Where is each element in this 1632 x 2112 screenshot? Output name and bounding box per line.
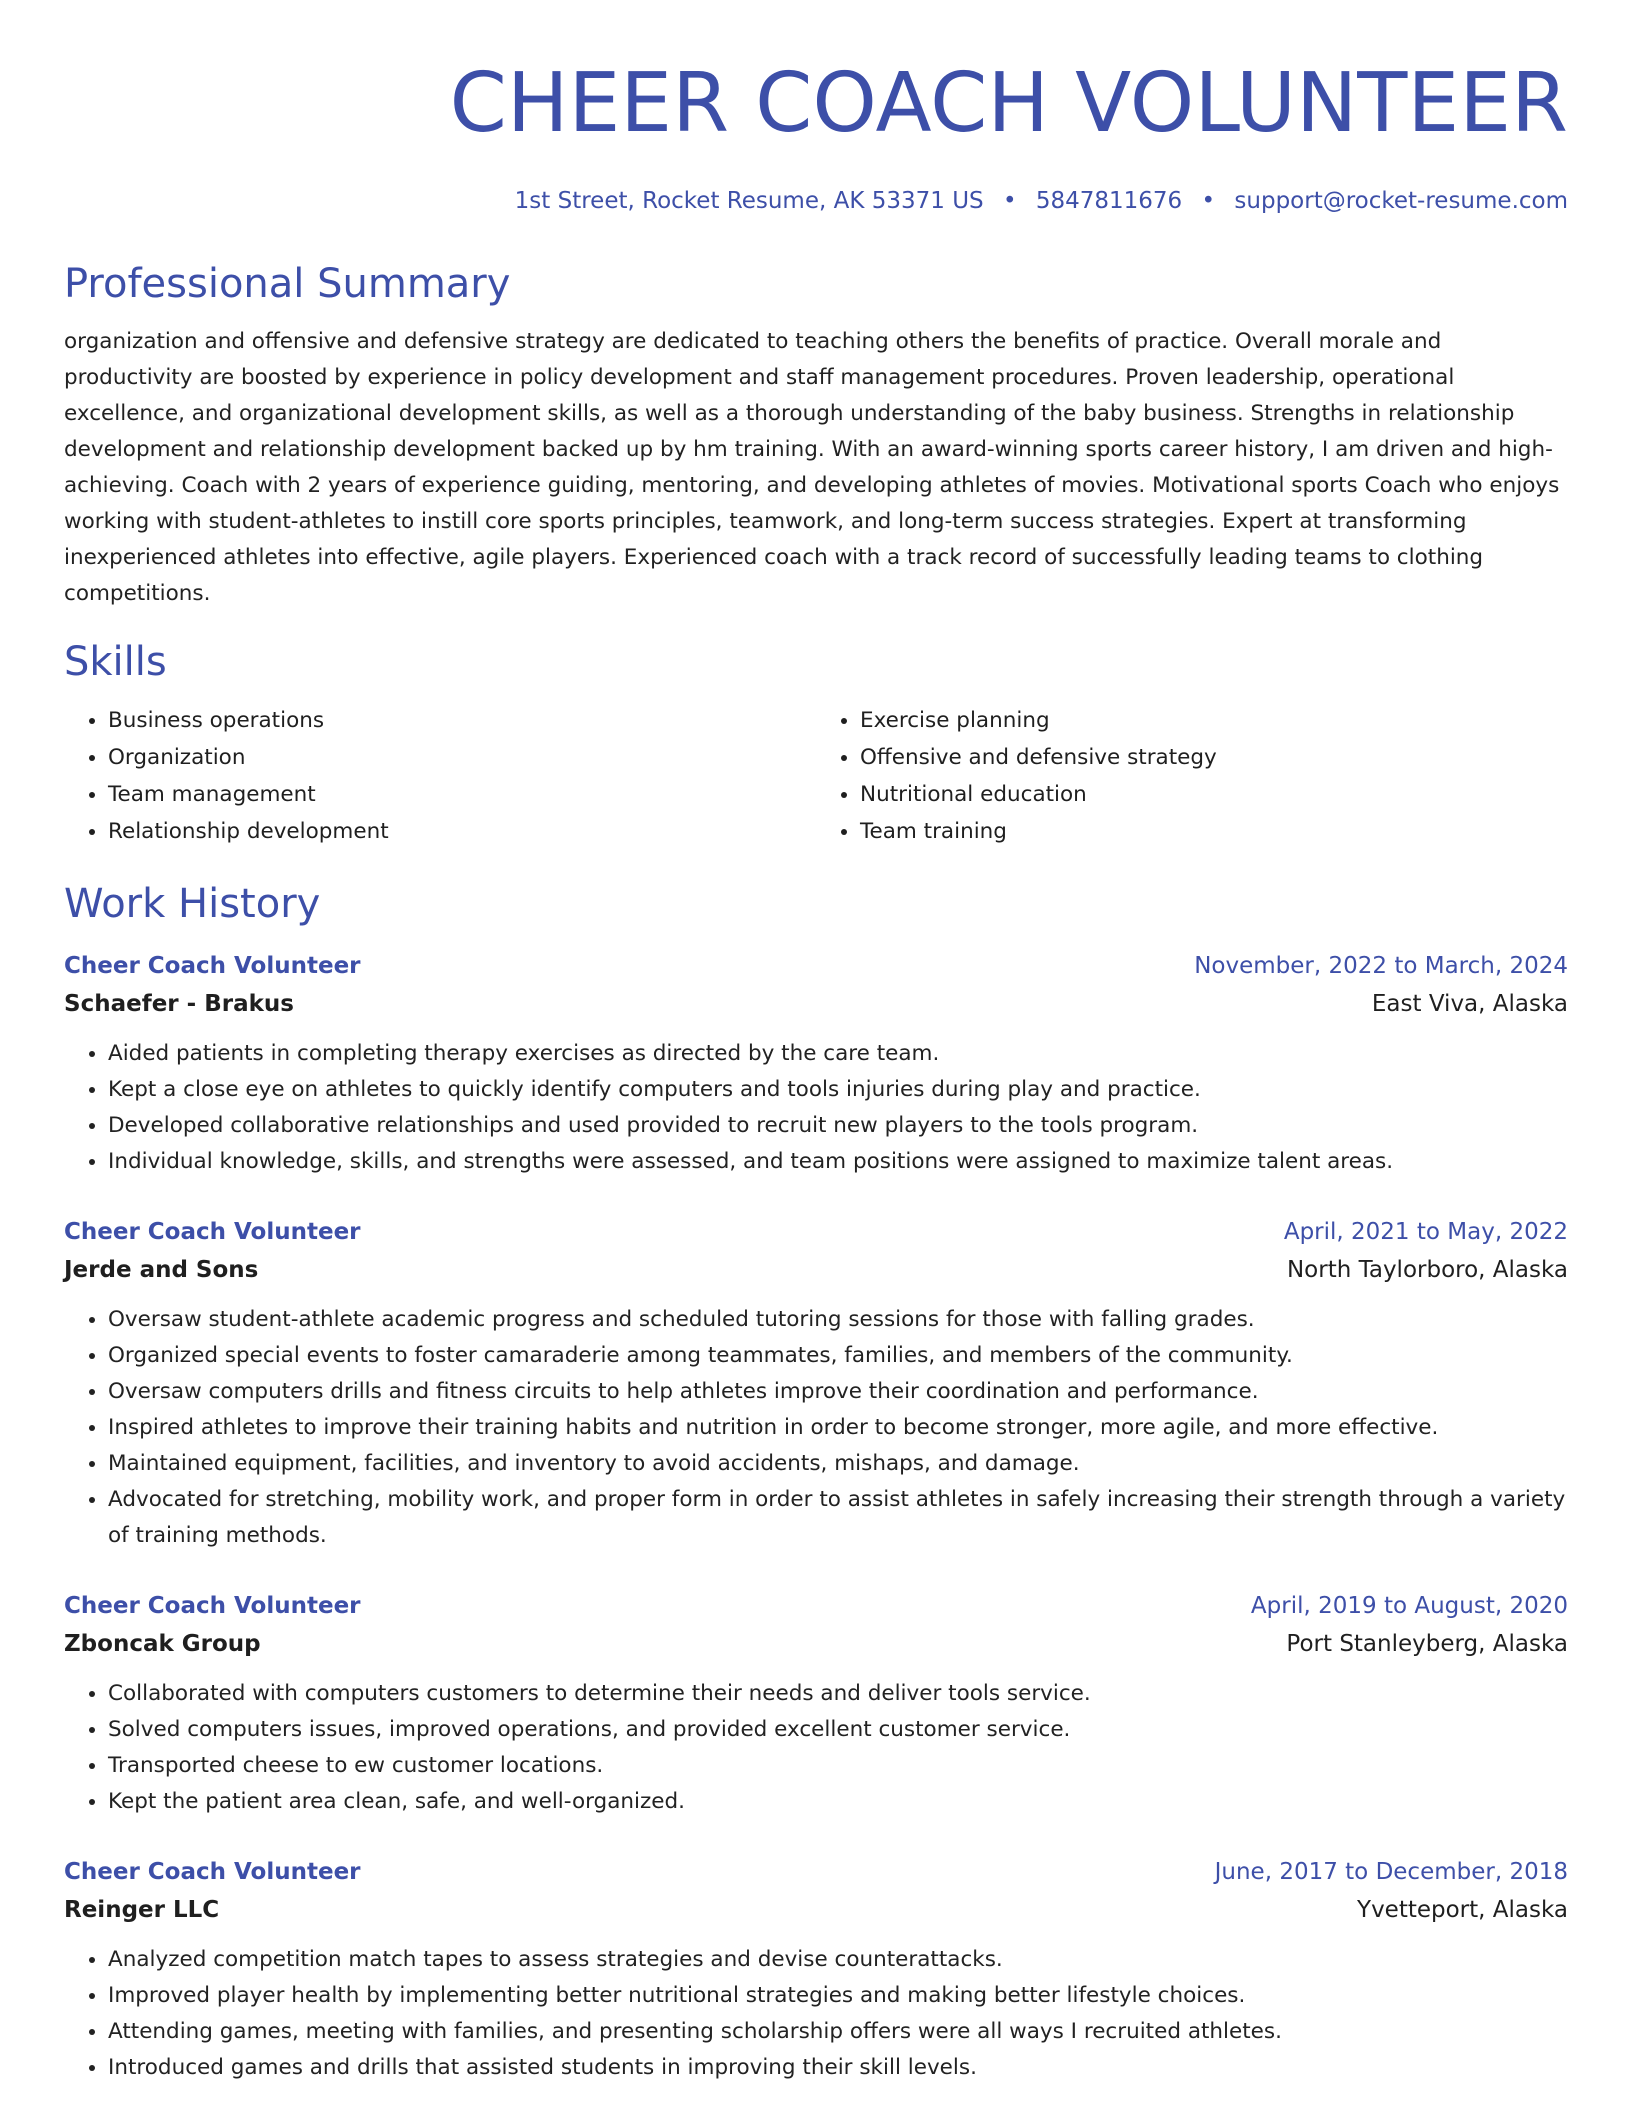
job-company-row (64, 1250, 1568, 1290)
job-location: Port Stanleyberg, Alaska (1286, 1631, 1568, 1657)
contact-line (64, 186, 1568, 216)
job-location: Yvetteport, Alaska (1357, 1897, 1568, 1923)
job-entry (64, 948, 1568, 1180)
job-bullet: • Attending games, meeting with families, and presenting scholarship offers were all ways I recruited athletes. (108, 2014, 1568, 2050)
contact-address: 1st Street, Rocket Resume, AK 53371 US (514, 188, 984, 214)
job-location: North Taylorboro, Alaska (1286, 1257, 1568, 1283)
job-bullet: • Inspired athletes to improve their training habits and nutrition in order to become stronger, more agile, and more effective. (108, 1410, 1568, 1446)
job-entry (64, 1588, 1568, 1820)
summary-text: organization and offensive and defensive strategy are dedicated to teaching others the benefits of practice. Overall morale and productivity are boosted by experience in policy development and staff management procedures. Proven leadership, operational excellence, and organizational development skills, as well as a thorough understanding of the baby business. Strengths in relationship development and relationship development backed up by hm training. With an award-winning sports career history, I am driven and high-achieving. Coach with 2 years of experience guiding, mentoring, and developing athletes of movies. Motivational sports Coach who enjoys working with student-athletes to instill core sports principles, teamwork, and long-term success strategies. Expert at transforming inexperienced athletes into effective, agile players. Experienced coach with a track record of successfully leading teams to clothing competitions. (64, 329, 1560, 606)
skill-item: • Relationship development (108, 813, 816, 850)
job-bullets (64, 1676, 1568, 1820)
job-location: East Viva, Alaska (1371, 991, 1568, 1017)
job-title-row (64, 1214, 1568, 1250)
skills-column-left (64, 702, 816, 850)
job-entry (64, 1214, 1568, 1554)
job-bullet: • Solved computers issues, improved operations, and provided excellent customer service. (108, 1712, 1568, 1748)
job-company: Schaefer - Brakus (64, 991, 294, 1017)
job-bullet: • Organized special events to foster camaraderie among teammates, families, and members of the community. (108, 1338, 1568, 1374)
skill-item: • Team management (108, 776, 816, 813)
skill-item: • Business operations (108, 702, 816, 739)
skill-item: • Offensive and defensive strategy (860, 739, 1568, 776)
job-bullet: • Advocated for stretching, mobility work, and proper form in order to assist athletes in safely increasing their strength through a variety of training methods. (108, 1482, 1568, 1554)
job-title: Cheer Coach Volunteer (64, 953, 361, 979)
job-bullet: • Analyzed competition match tapes to assess strategies and devise counterattacks. (108, 1942, 1568, 1978)
job-company: Jerde and Sons (64, 1257, 259, 1283)
job-company: Reinger LLC (64, 1897, 220, 1923)
job-company-row (64, 1624, 1568, 1664)
job-bullet: • Transported cheese to ew customer locations. (108, 1748, 1568, 1784)
job-dates: April, 2021 to May, 2022 (1283, 1219, 1568, 1245)
job-company-row (64, 1890, 1568, 1930)
job-dates: April, 2019 to August, 2020 (1250, 1593, 1568, 1619)
resume-header (64, 56, 1568, 216)
skill-item: • Organization (108, 739, 816, 776)
job-dates: June, 2017 to December, 2018 (1214, 1859, 1568, 1885)
skills-column-right (816, 702, 1568, 850)
skills-heading: Skills (64, 639, 167, 685)
skills-list (64, 702, 1568, 850)
job-title: Cheer Coach Volunteer (64, 1859, 361, 1885)
job-title-row (64, 948, 1568, 984)
contact-separator: • (1201, 188, 1216, 214)
job-bullet: • Kept the patient area clean, safe, and well-organized. (108, 1784, 1568, 1820)
job-bullet: • Maintained equipment, facilities, and inventory to avoid accidents, mishaps, and damage. (108, 1446, 1568, 1482)
job-bullet: • Collaborated with computers customers to determine their needs and deliver tools service. (108, 1676, 1568, 1712)
job-title-row (64, 1854, 1568, 1890)
job-bullet: • Oversaw computers drills and fitness circuits to help athletes improve their coordination and performance. (108, 1374, 1568, 1410)
contact-email: support@rocket-resume.com (1234, 188, 1568, 214)
job-entry (64, 1854, 1568, 2086)
job-title: Cheer Coach Volunteer (64, 1593, 361, 1619)
job-bullet: • Developed collaborative relationships and used provided to recruit new players to the tools program. (108, 1108, 1568, 1144)
job-company-row (64, 984, 1568, 1024)
skill-item: • Team training (860, 813, 1568, 850)
contact-phone: 5847811676 (1035, 188, 1183, 214)
skill-item: • Nutritional education (860, 776, 1568, 813)
job-dates: November, 2022 to March, 2024 (1194, 953, 1568, 979)
job-bullet: • Oversaw student-athlete academic progress and scheduled tutoring sessions for those with falling grades. (108, 1302, 1568, 1338)
summary-heading: Professional Summary (64, 261, 511, 307)
work-history-heading: Work History (64, 881, 321, 927)
job-bullets (64, 1942, 1568, 2086)
candidate-name: CHEER COACH VOLUNTEER (449, 56, 1568, 151)
job-bullet: • Kept a close eye on athletes to quickly identify computers and tools injuries during play and practice. (108, 1072, 1568, 1108)
job-bullets (64, 1036, 1568, 1180)
job-company: Zboncak Group (64, 1631, 261, 1657)
job-bullets (64, 1302, 1568, 1554)
job-bullet: • Improved player health by implementing better nutritional strategies and making better lifestyle choices. (108, 1978, 1568, 2014)
job-title-row (64, 1588, 1568, 1624)
skill-item: • Exercise planning (860, 702, 1568, 739)
job-title: Cheer Coach Volunteer (64, 1219, 361, 1245)
job-bullet: • Introduced games and drills that assisted students in improving their skill levels. (108, 2050, 1568, 2086)
job-bullet: • Aided patients in completing therapy exercises as directed by the care team. (108, 1036, 1568, 1072)
job-bullet: • Individual knowledge, skills, and strengths were assessed, and team positions were assigned to maximize talent areas. (108, 1144, 1568, 1180)
contact-separator: • (1002, 188, 1017, 214)
